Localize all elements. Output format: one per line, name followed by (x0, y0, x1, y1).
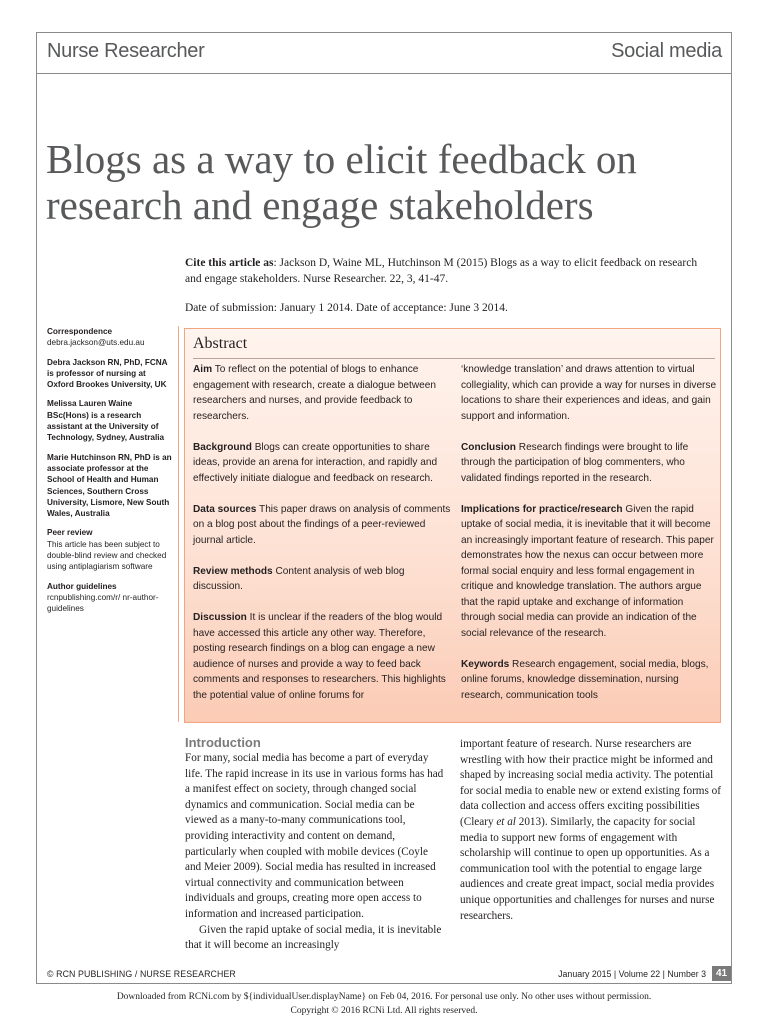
abstract-rule (193, 358, 715, 359)
cite-text: : Jackson D, Waine ML, Hutchinson M (2015) Blogs as a way to elicit feedback on research and engage stakeholders. Nurse Researcher. 22, 3, 41-47. (185, 257, 698, 285)
submission-dates: Date of submission: January 1 2014. Date of acceptance: June 3 2014. (185, 302, 508, 314)
keywords-label: Keywords (461, 658, 510, 670)
review-methods-text: Content analysis of web blog discussion. (193, 565, 405, 592)
journal-name: Nurse Researcher (47, 40, 205, 62)
discussion-label: Discussion (193, 612, 247, 623)
intro-et-al: et al (496, 815, 516, 828)
background-label: Background (193, 441, 252, 453)
aim-label: Aim (193, 364, 213, 375)
intro-paragraph-continued (460, 737, 722, 924)
citation (185, 255, 705, 287)
author-guidelines-label: Author guidelines (47, 581, 117, 591)
author-bio-3: Marie Hutchinson RN, PhD is an associate professor at the School of Health and Human Sciences, Southern Cross University, Lismore, New South Wales, Australia (47, 452, 172, 519)
peer-review-text: This article has been subject to double-blind review and checked using antiplagiarism software (47, 539, 167, 572)
intro-paragraph-1: For many, social media has become a part of everyday life. The rapid increase in its use in various forms has had a manifest effect on society, through changed social dynamics and communication. Social media can be viewed as a many-to-many communications tool, providing interactivity and content on demand, particularly when coupled with mobile devices (Coyle and Meier 2009). Social media has resulted in increased virtual connectivity and communication between individuals and groups, creating more open access to information and increased participation. (185, 752, 444, 920)
abstract-conclusion (461, 440, 717, 487)
conclusion-label: Conclusion (461, 441, 516, 453)
introduction-heading: Introduction (185, 735, 261, 750)
data-sources-label: Data sources (193, 503, 257, 515)
data-sources-text: This paper draws on analysis of comments on a blog post about the findings of a peer-reviewed journal article. (193, 503, 451, 546)
sidebar-divider (178, 326, 179, 722)
footer-publisher: © RCN PUBLISHING / NURSE RESEARCHER (47, 969, 236, 979)
abstract-heading: Abstract (193, 335, 248, 352)
abstract-discussion (193, 610, 455, 703)
implications-text: Given the rapid uptake of social media, it is inevitable that it will become an increasingly important feature of research. This paper demonstrates how the nexus can occur between more formal social enquiry and less formal engagement in critique and knowledge translation. The authors argue that the rapid uptake and exchange of information through social media can provide an indication of the social relevance of the research. (461, 503, 714, 639)
body-left-column (185, 751, 445, 954)
background-text: Blogs can create opportunities to share ideas, provide an arena for interaction, and rapidly and effectively initiate dialogue and feedback on research. (193, 441, 438, 484)
page-number: 41 (712, 966, 731, 981)
correspondence-block (47, 326, 172, 349)
abstract-review-methods (193, 564, 455, 595)
implications-label: Implications for practice/research (461, 503, 623, 515)
abstract-aim (193, 362, 455, 424)
correspondence-email[interactable]: debra.jackson@uts.edu.au (47, 338, 145, 348)
author-guidelines-link[interactable]: rcnpublishing.com/r/ nr-author-guidelines (47, 592, 159, 614)
download-line-1: Downloaded from RCNi.com by ${individualUser.displayName} on Feb 04, 2016. For personal use only. No other uses without permission. (116, 992, 652, 1002)
abstract-data-sources (193, 502, 455, 549)
discussion-text: It is unclear if the readers of the blog would have accessed this article any other way. Therefore, posting research findings on a blog can engage a new audience of nurses and provide a way to feed back comments and responses to researchers. This highlights the potential value of online forums for (193, 612, 446, 701)
abstract-box (184, 328, 721, 723)
abstract-implications (461, 502, 717, 642)
article-title: Blogs as a way to elicit feedback on research and engage stakeholders (46, 136, 637, 228)
download-notice (0, 990, 768, 1018)
correspondence-label: Correspondence (47, 327, 113, 336)
abstract-keywords (461, 657, 717, 704)
aim-text: To reflect on the potential of blogs to enhance engagement with research, create a dialogue between researchers and nurses, and provide feedback to researchers. (193, 364, 436, 422)
abstract-discussion-continued: ‘knowledge translation’ and draws attention to virtual collegiality, which can provide a way for nurses in diverse locations to share their experiences and ideas, and gain support and information. (461, 364, 717, 422)
author-bio-1: Debra Jackson RN, PhD, FCNA is professor of nursing at Oxford Brookes University, UK (47, 357, 168, 390)
peer-review-block (47, 527, 172, 572)
intro-paragraph-2: Given the rapid uptake of social media, it is inevitable that it will become an increasingly (185, 923, 442, 952)
author-bio-2: Melissa Lauren Waine BSc(Hons) is a research assistant at the University of Technology, Sydney, Australia (47, 399, 165, 443)
footer-issue: January 2015 | Volume 22 | Number 3 (558, 969, 706, 979)
abstract-right-column (461, 362, 717, 719)
section-name: Social media (611, 40, 722, 62)
body-right-column (460, 737, 722, 924)
author-guidelines-block (47, 581, 172, 615)
peer-review-label: Peer review (47, 528, 93, 538)
intro-continued-text-a: important feature of research. Nurse researchers are wrestling with how their practice might be informed and shaped by increasing social media activity. The potential for social media to enable new or extend existing forms of data collection and access offers exciting possibilities (Cleary (460, 738, 721, 828)
abstract-left-column (193, 362, 455, 719)
intro-continued-text-b: 2013). Similarly, the capacity for social media to support new forms of engagement with scholarship will continue to open up opportunities. As a communication tool with the potential to engage large audiences and create great impact, social media provides unique opportunities and challenges for nurses and nurse researchers. (460, 815, 715, 922)
keywords-text: Research engagement, social media, blogs, online forums, knowledge dissemination, nursing research, communication tools (461, 658, 709, 701)
conclusion-text: Research findings were brought to life through the participation of blog commenters, who validated findings reported in the research. (461, 441, 689, 484)
header-divider (37, 73, 731, 74)
abstract-background (193, 440, 455, 487)
review-methods-label: Review methods (193, 565, 273, 577)
cite-label: Cite this article as (185, 257, 274, 269)
download-line-2: Copyright © 2016 RCNi Ltd. All rights reserved. (290, 1006, 478, 1016)
sidebar (47, 326, 172, 623)
